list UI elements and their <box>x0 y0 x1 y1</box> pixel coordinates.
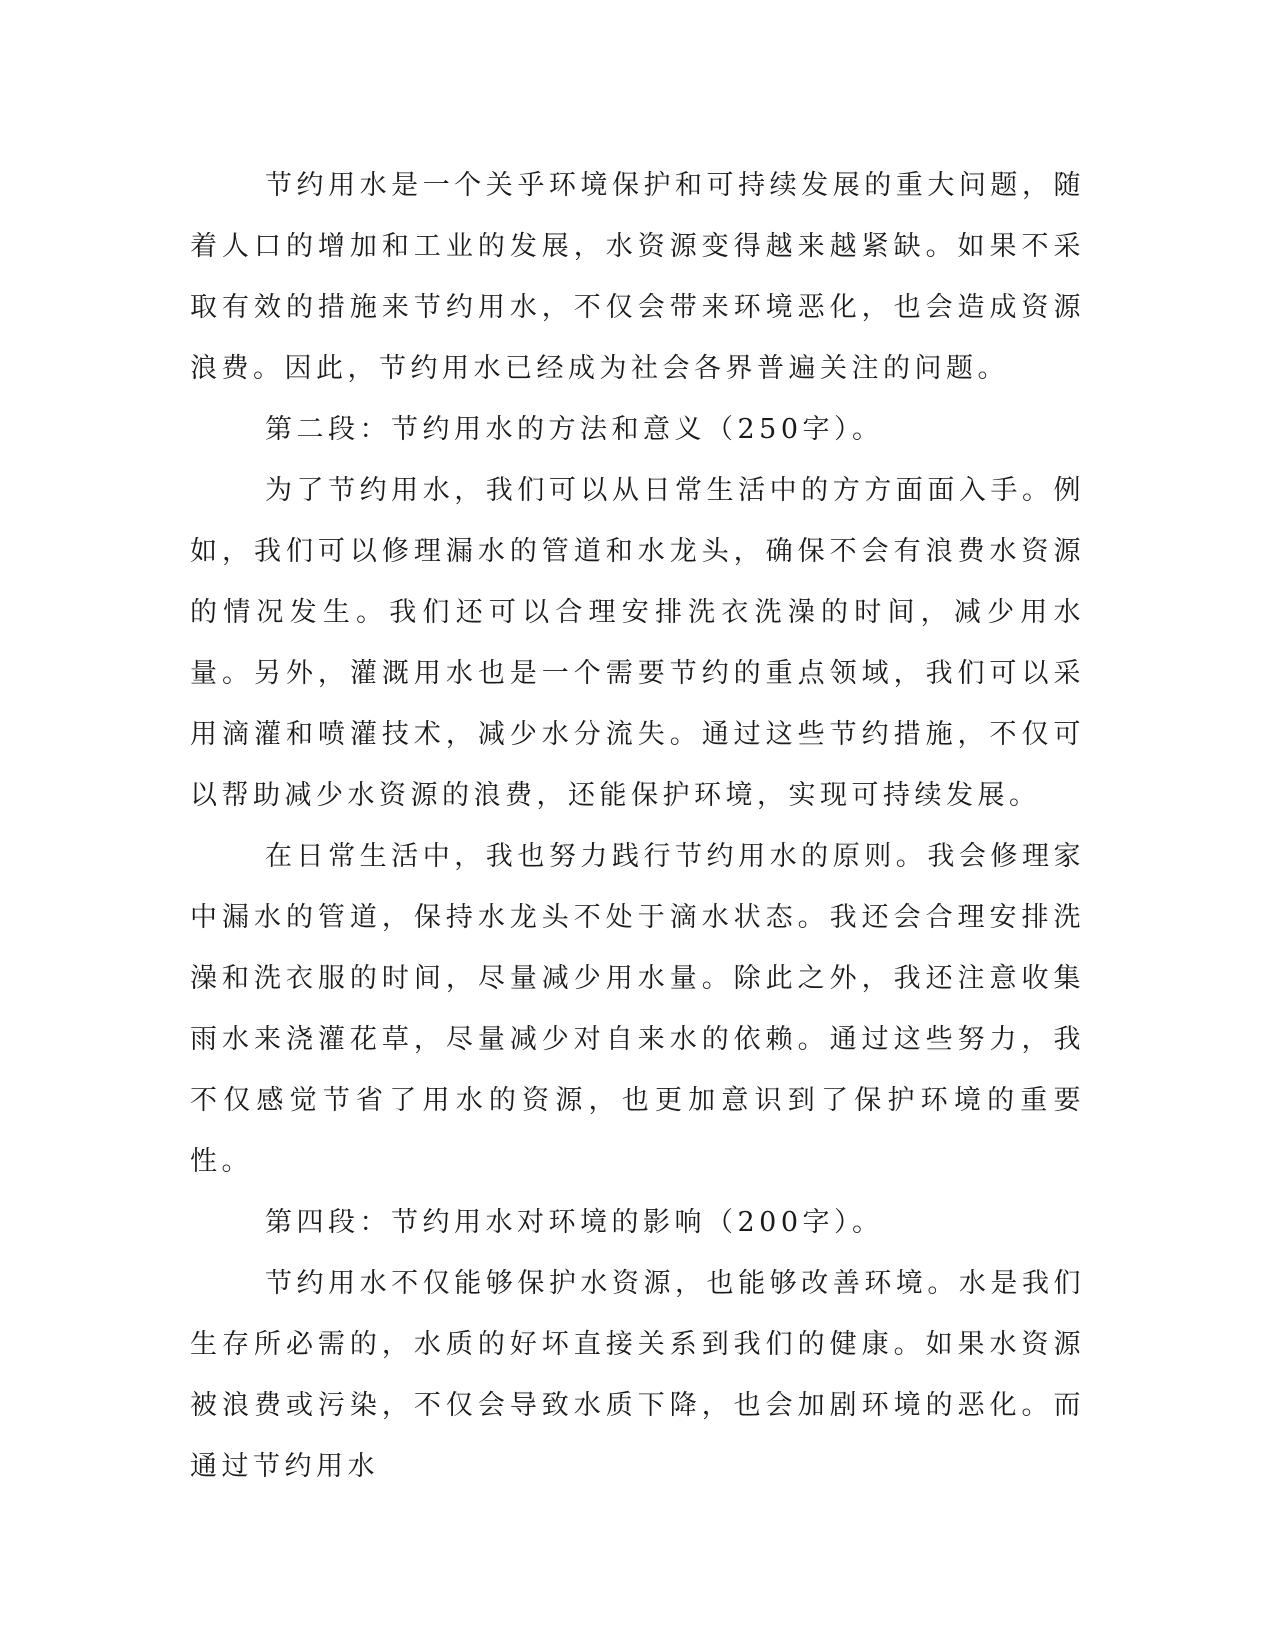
paragraph-personal-practice: 在日常生活中，我也努力践行节约用水的原则。我会修理家中漏水的管道，保持水龙头不处于滴水状态。我还会合理安排洗澡和洗衣服的时间，尽量减少用水量。除此之外，我还注意收集雨水来浇灌花草，尽量减少对自来水的依赖。通过这些努力，我不仅感觉节省了用水的资源，也更加意识到了保护环境的重要性。 <box>190 841 1085 1177</box>
document-body <box>190 155 1085 1497</box>
paragraph-environment-impact: 节约用水不仅能够保护水资源，也能够改善环境。水是我们生存所必需的，水质的好坏直接关系到我们的健康。如果水资源被浪费或污染，不仅会导致水质下降，也会加剧环境的恶化。而通过节约用水 <box>190 1268 1085 1482</box>
section-heading-4: 第四段：节约用水对环境的影响（200字）。 <box>265 1207 884 1238</box>
section-heading-2: 第二段：节约用水的方法和意义（250字）。 <box>265 414 884 445</box>
paragraph-methods: 为了节约用水，我们可以从日常生活中的方方面面入手。例如，我们可以修理漏水的管道和水龙头，确保不会有浪费水资源的情况发生。我们还可以合理安排洗衣洗澡的时间，减少用水量。另外，灌溉用水也是一个需要节约的重点领域，我们可以采用滴灌和喷灌技术，减少水分流失。通过这些节约措施，不仅可以帮助减少水资源的浪费，还能保护环境，实现可持续发展。 <box>190 475 1085 811</box>
paragraph-intro: 节约用水是一个关乎环境保护和可持续发展的重大问题，随着人口的增加和工业的发展，水资源变得越来越紧缺。如果不采取有效的措施来节约用水，不仅会带来环境恶化，也会造成资源浪费。因此，节约用水已经成为社会各界普遍关注的问题。 <box>190 170 1085 384</box>
